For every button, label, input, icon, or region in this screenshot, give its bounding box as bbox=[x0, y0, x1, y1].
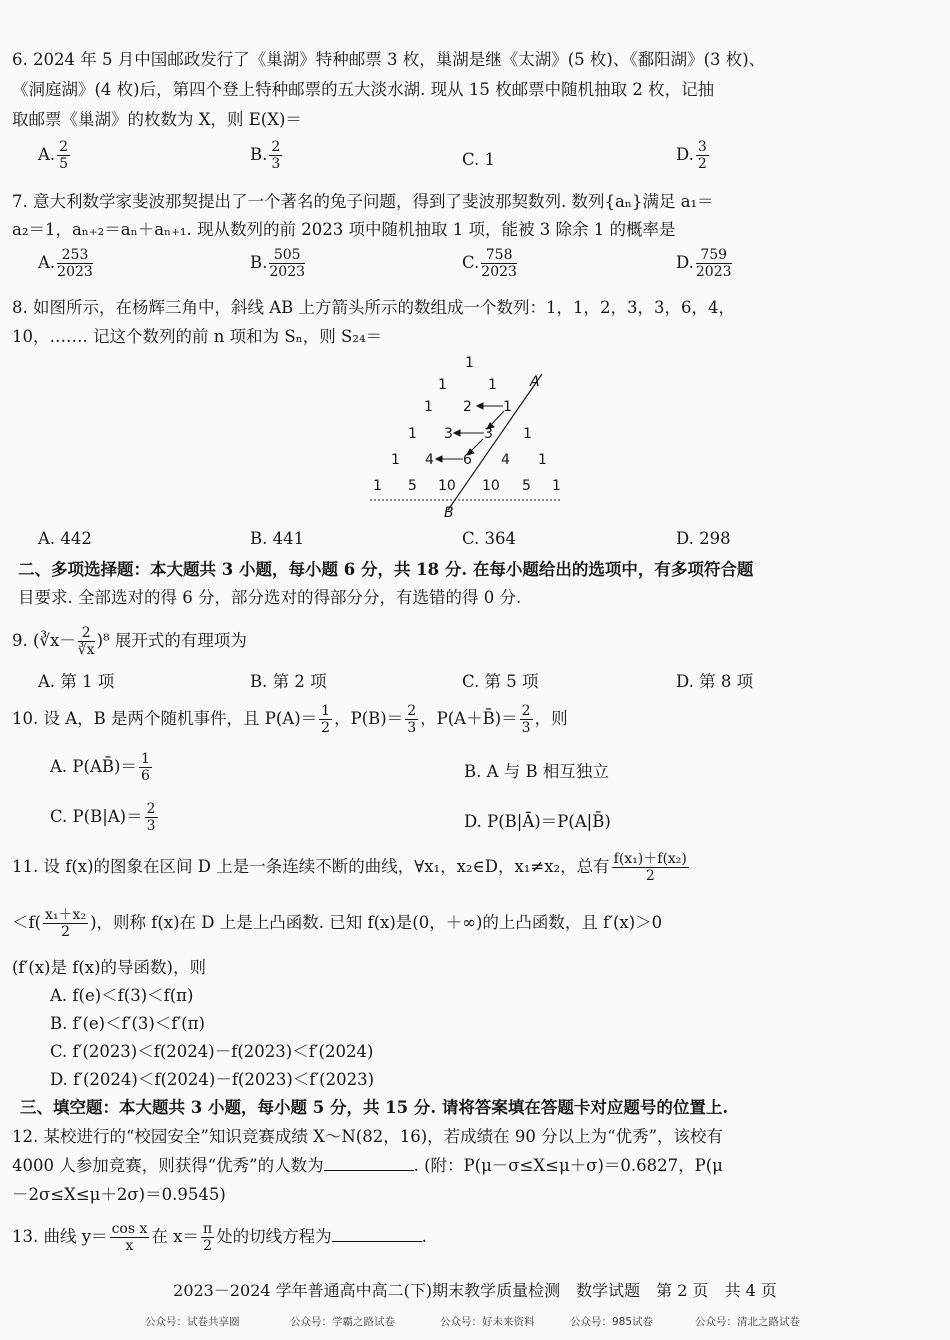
q6-option-a: A. $\frac{2}{5}$ bbox=[38, 139, 69, 172]
tri-4-4: 1 bbox=[538, 452, 547, 468]
watermark-1: 公众号：试卷共享圈 bbox=[145, 1316, 240, 1328]
q7-line1: 7. 意大利数学家斐波那契提出了一个著名的兔子问题，得到了斐波那契数列. 数列{aₙ}满足 a₁＝ bbox=[12, 192, 714, 211]
q7-option-d: D. $\frac{759}{2023}$ bbox=[676, 247, 732, 280]
q6-option-d: D. $\frac{3}{2}$ bbox=[676, 139, 707, 172]
tri-3-1: 3 bbox=[444, 426, 453, 442]
q8-line1: 8. 如图所示，在杨辉三角中，斜线 AB 上方箭头所示的数组成一个数列：1，1，2，3，3，6，4， bbox=[12, 298, 736, 317]
label-a: A bbox=[530, 374, 540, 390]
tri-4-0: 1 bbox=[391, 452, 400, 468]
q6-line3: 取邮票《巢湖》的枚数为 X，则 E(X)＝ bbox=[12, 110, 302, 129]
tri-5-2: 10 bbox=[438, 478, 456, 494]
tri-0-0: 1 bbox=[465, 355, 474, 371]
q9-option-a: A. 第 1 项 bbox=[38, 672, 115, 691]
q7-option-c: C. $\frac{758}{2023}$ bbox=[462, 247, 517, 280]
tri-1-0: 1 bbox=[438, 377, 447, 393]
triangle-diagram-lines bbox=[360, 352, 580, 522]
watermark-5: 公众号：清北之路试卷 bbox=[695, 1316, 800, 1328]
q11-line1: 11. 设 f(x)的图象在区间 D 上是一条连续不断的曲线，∀x₁，x₂∈D，x₁≠x₂，总有 $\frac{\text{f(x₁)＋f(x₂)}}{2}$ bbox=[12, 851, 687, 884]
q10-option-a: A. P(AB̄)＝ $\frac{1}{6}$ bbox=[50, 751, 150, 784]
page-footer: 2023－2024 学年普通高中高二(下)期末教学质量检测 数学试题 第 2 页 共 4 页 bbox=[173, 1281, 777, 1300]
q10-option-b: B. A 与 B 相互独立 bbox=[464, 762, 609, 781]
tri-5-3: 10 bbox=[482, 478, 500, 494]
q12-line3: －2σ≤X≤μ＋2σ)＝0.9545) bbox=[12, 1185, 226, 1204]
q6-line1: 6. 2024 年 5 月中国邮政发行了《巢湖》特种邮票 3 枚，巢湖是继《太湖》(5 枚)、《鄱阳湖》(3 枚)、 bbox=[12, 50, 766, 69]
q10-option-d: D. P(B|Ā)＝P(A|B̄) bbox=[464, 812, 611, 831]
q11-option-a: A. f(e)＜f(3)＜f(π) bbox=[50, 986, 194, 1005]
q6-option-b: B. $\frac{2}{3}$ bbox=[250, 139, 281, 172]
tri-5-5: 1 bbox=[552, 478, 561, 494]
tri-5-1: 5 bbox=[408, 478, 417, 494]
q10-stem: 10. 设 A，B 是两个随机事件，且 P(A)＝ $\frac{1}{2}$ ，P(B)＝ $\frac{2}{3}$ ，P(A＋B̄)＝ $\frac{2}{3}$ ，则 bbox=[12, 703, 568, 736]
tri-4-1: 4 bbox=[425, 452, 434, 468]
q11-option-c: C. f′(2023)＜f(2024)－f(2023)＜f′(2024) bbox=[50, 1042, 374, 1061]
q9-stem: 9. (∛x－ $\frac{2}{∛x}$ )⁸ 展开式的有理项为 bbox=[12, 625, 247, 658]
q12-line2: 4000 人参加竞赛，则获得“优秀”的人数为 . (附：P(μ－σ≤X≤μ＋σ)＝0.6827，P(μ bbox=[12, 1156, 723, 1175]
tri-2-0: 1 bbox=[424, 399, 433, 415]
label-b: B bbox=[444, 505, 454, 521]
tri-2-2: 1 bbox=[503, 399, 512, 415]
q7-option-a: A. $\frac{253}{2023}$ bbox=[38, 247, 93, 280]
tri-2-1: 2 bbox=[463, 399, 472, 415]
q9-option-d: D. 第 8 项 bbox=[676, 672, 754, 691]
section-2-heading-line2: 目要求. 全部选对的得 6 分，部分选对的得部分分，有选错的得 0 分. bbox=[18, 588, 522, 607]
q13-answer-blank[interactable] bbox=[332, 1227, 422, 1242]
q6-option-c: C. 1 bbox=[462, 150, 496, 169]
q11-option-d: D. f′(2024)＜f(2024)－f(2023)＜f′(2023) bbox=[50, 1070, 375, 1089]
q6-line2: 《洞庭湖》(4 枚)后，第四个登上特种邮票的五大淡水湖. 现从 15 枚邮票中随机抽取 2 枚，记抽 bbox=[12, 80, 715, 99]
watermark-4: 公众号：985试卷 bbox=[570, 1316, 654, 1328]
q12-answer-blank[interactable] bbox=[324, 1156, 414, 1171]
q8-option-d: D. 298 bbox=[676, 529, 731, 548]
q9-option-c: C. 第 5 项 bbox=[462, 672, 539, 691]
tri-3-0: 1 bbox=[408, 426, 417, 442]
tri-5-0: 1 bbox=[373, 478, 382, 494]
section-2-heading-line1: 二、多项选择题：本大题共 3 小题，每小题 6 分，共 18 分. 在每小题给出的选项中，有多项符合题 bbox=[18, 560, 754, 579]
q7-option-b: B. $\frac{505}{2023}$ bbox=[250, 247, 306, 280]
q8-option-b: B. 441 bbox=[250, 529, 305, 548]
q11-option-b: B. f′(e)＜f′(3)＜f′(π) bbox=[50, 1014, 205, 1033]
q8-line2: 10，……. 记这个数列的前 n 项和为 Sₙ，则 S₂₄＝ bbox=[12, 327, 383, 346]
watermark-3: 公众号：好未来资料 bbox=[440, 1316, 535, 1328]
q8-option-a: A. 442 bbox=[38, 529, 92, 548]
q10-option-c: C. P(B|A)＝ $\frac{2}{3}$ bbox=[50, 801, 156, 834]
q11-line3: (f′(x)是 f(x)的导函数)，则 bbox=[12, 958, 206, 977]
q9-option-b: B. 第 2 项 bbox=[250, 672, 327, 691]
q8-option-c: C. 364 bbox=[462, 529, 517, 548]
q7-line2: a₂＝1，aₙ₊₂＝aₙ＋aₙ₊₁. 现从数列的前 2023 项中随机抽取 1 项，能被 3 除余 1 的概率是 bbox=[12, 220, 676, 239]
q12-line1: 12. 某校进行的“校园安全”知识竞赛成绩 X～N(82，16)，若成绩在 90 分以上为“优秀”，该校有 bbox=[12, 1127, 724, 1146]
pascal-triangle-figure bbox=[360, 352, 580, 522]
watermark-2: 公众号：学霸之路试卷 bbox=[290, 1316, 395, 1328]
tri-5-4: 5 bbox=[522, 478, 531, 494]
section-3-heading: 三、填空题：本大题共 3 小题，每小题 5 分，共 15 分. 请将答案填在答题卡对应题号的位置上. bbox=[20, 1098, 729, 1117]
q13-stem: 13. 曲线 y＝ $\frac{\text{cos x}}{x}$ 在 x＝ $\frac{\pi}{2}$ 处的切线方程为 . bbox=[12, 1221, 427, 1254]
tri-3-2: 3 bbox=[484, 426, 493, 442]
tri-3-3: 1 bbox=[523, 426, 532, 442]
tri-1-1: 1 bbox=[488, 377, 497, 393]
tri-4-2: 6 bbox=[463, 452, 472, 468]
q11-line2: ＜f( $\frac{\text{x₁＋x₂}}{2}$ )，则称 f(x)在 D 上是上凸函数. 已知 f(x)是(0，＋∞)的上凸函数，且 f′(x)＞0 bbox=[12, 907, 663, 940]
tri-4-3: 4 bbox=[501, 452, 510, 468]
